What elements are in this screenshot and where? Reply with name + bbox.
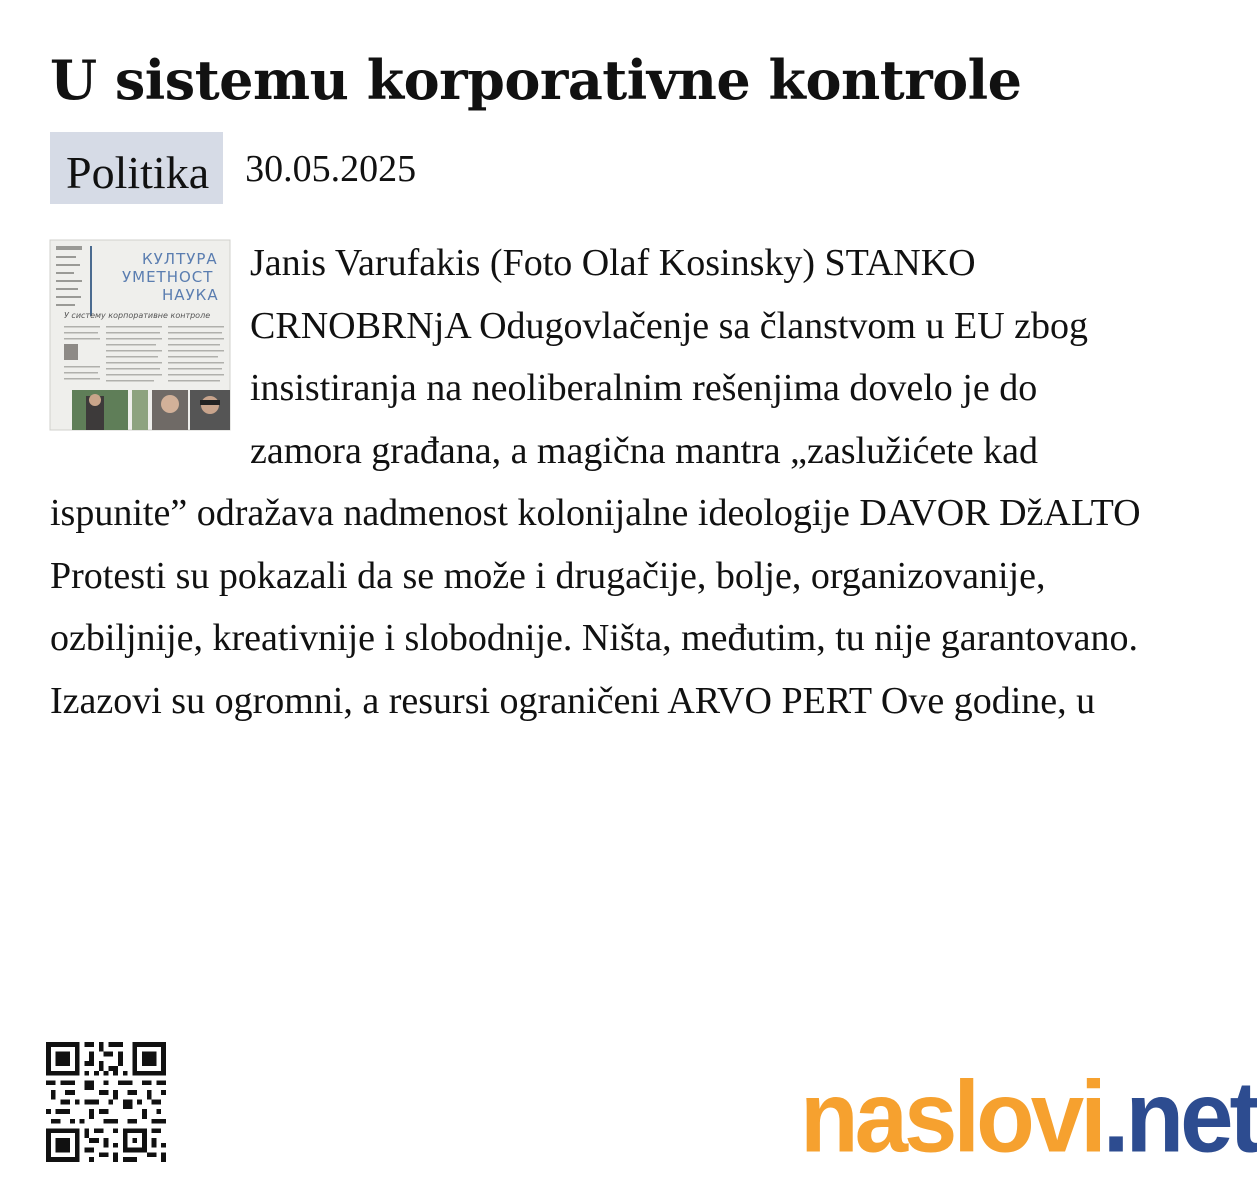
logo-part-net: .net xyxy=(1102,1061,1257,1174)
qr-code-icon xyxy=(46,1040,166,1164)
thumb-header-2: УМЕТНОСТ xyxy=(122,268,214,286)
article-thumbnail[interactable] xyxy=(50,240,230,430)
logo-part-naslovi: naslovi xyxy=(800,1061,1103,1174)
article-title: U sistemu korporativne kontrole xyxy=(50,48,1022,112)
thumb-subtitle: У систему корпоративне контроле xyxy=(64,311,211,320)
category-badge[interactable]: Politika xyxy=(50,132,223,204)
article-meta xyxy=(50,132,416,204)
publish-date: 30.05.2025 xyxy=(245,148,417,190)
thumb-header-1: КУЛТУРА xyxy=(142,250,218,268)
article-excerpt: Janis Varufakis (Foto Olaf Kosinsky) STANKO CRNOBRNjA Odugovlačenje sa članstvom u EU zbog insistiranja na neoliberalnim rešenjima dovelo je do zamora građana, a magična mantra „zaslužićete kad ispunite” odražava nadmenost kolonijalne ideologije DAVOR DžALTO Protesti su pokazali da se može i drugačije, bolje, organizovanije, ozbiljnije, kreativnije i slobodnije. Ništa, međutim, tu nije garantovano. Izazovi su ogromni, a resursi ograničeni ARVO PERT Ove godine, u xyxy=(50,242,1141,722)
thumb-header-3: НАУКА xyxy=(162,286,219,304)
naslovi-logo[interactable] xyxy=(800,1060,1257,1176)
article-body xyxy=(50,232,1150,922)
